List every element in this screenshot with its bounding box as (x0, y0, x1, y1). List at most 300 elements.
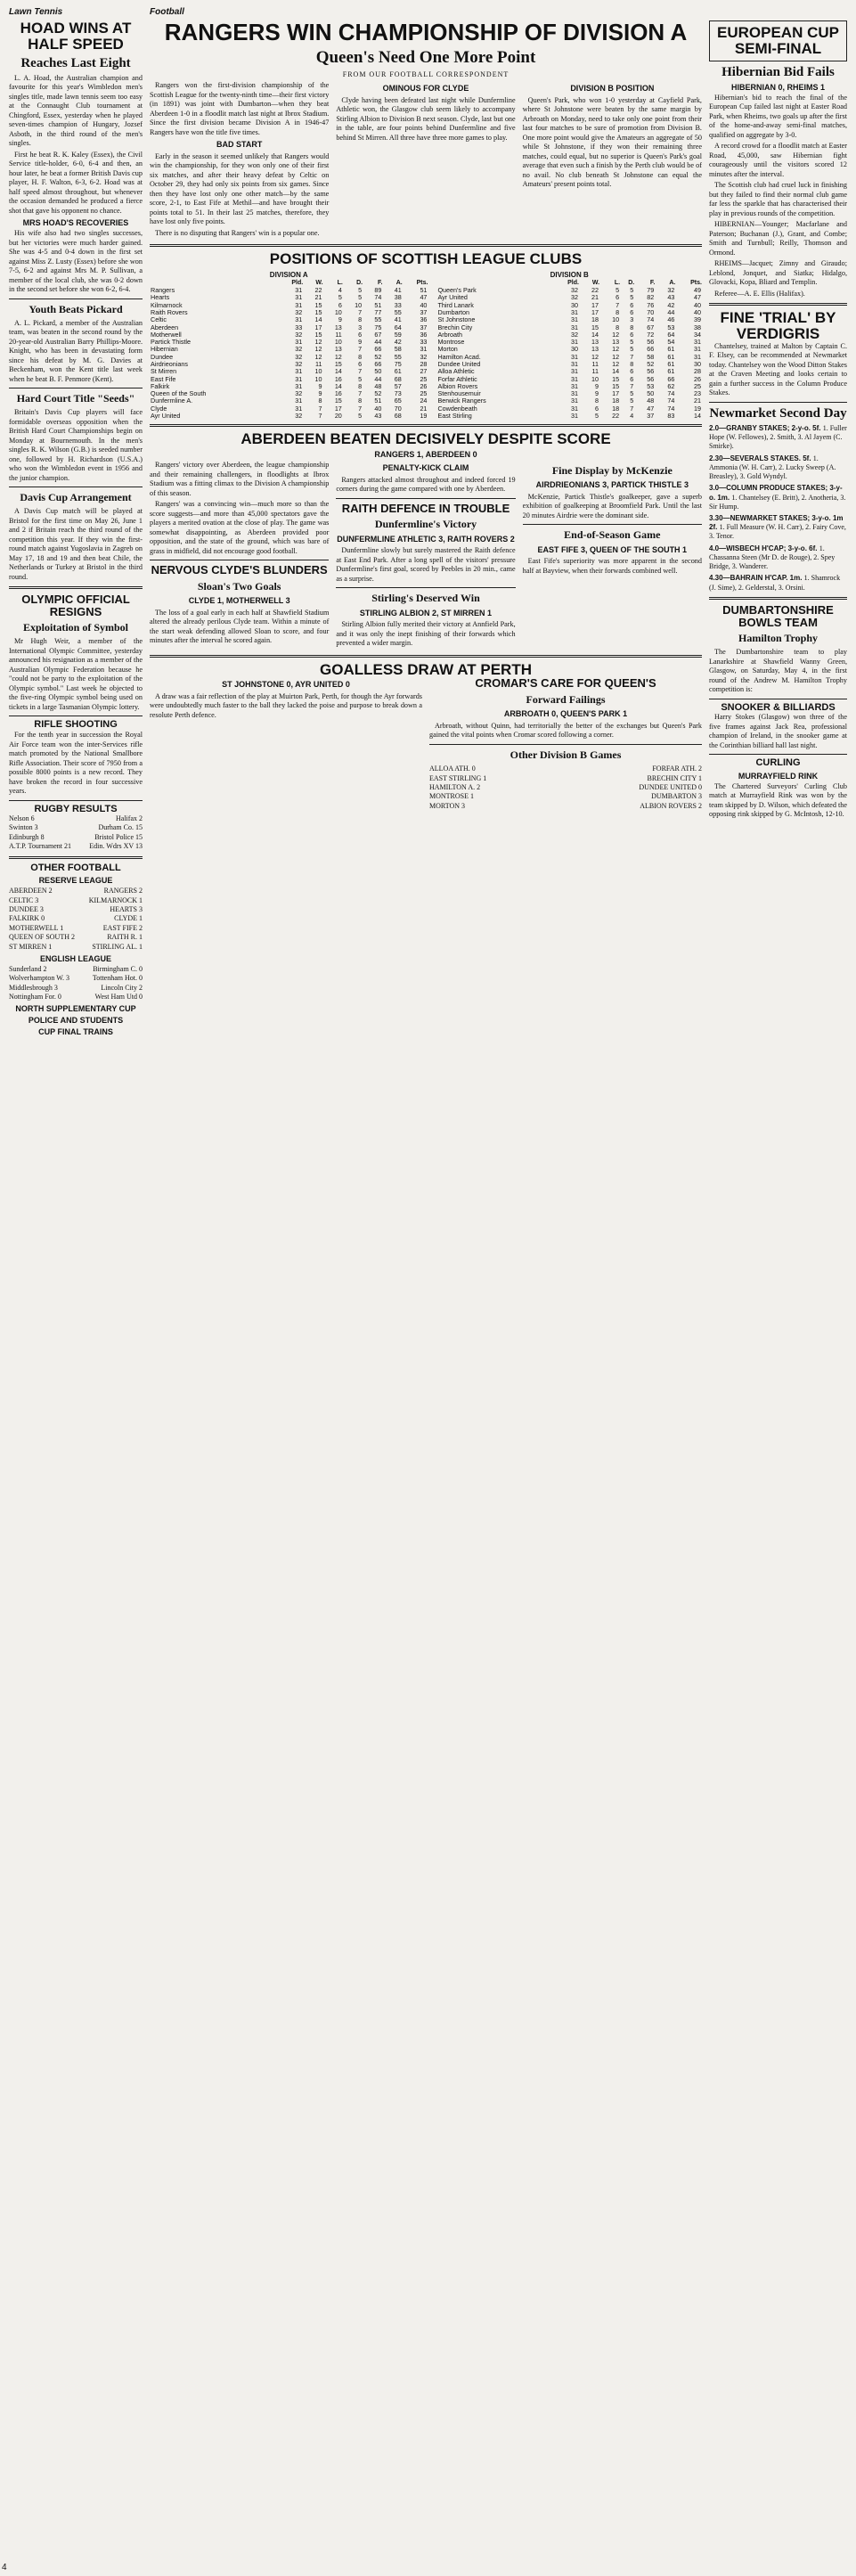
table-row (436, 309, 702, 316)
table-cell: 61 (667, 345, 675, 354)
table-cell: 61 (667, 352, 675, 361)
table-cell: Dunfermline A. (151, 397, 193, 405)
table-cell: Clyde (151, 404, 167, 413)
table-cell: 40 (693, 300, 701, 309)
home-team: Swinton 3 (9, 823, 38, 832)
table-cell: 53 (667, 323, 675, 331)
paragraph: Chantelsey, trained at Malton by Captain C. F. Elsey, can be recommended at Newmarket today. Chantelsey won the Wood Ditton Stakes at the Craven Meeting and looks certain to gain a further success in the Column Produce Stakes. (709, 341, 847, 397)
table-row (436, 294, 702, 301)
table-cell: Airdrieonians (151, 360, 188, 369)
column-header: Pld. (291, 280, 304, 287)
list-item (429, 792, 702, 801)
table-cell: Queen of the South (151, 389, 207, 398)
race-title: 3.30—NEWMARKET STAKES; 3-y-o. 1m 2f. (709, 513, 844, 532)
table-cell: 44 (374, 338, 382, 347)
table-cell: 44 (374, 374, 382, 383)
division-b-results (429, 765, 702, 811)
table-cell: 37 (420, 308, 428, 317)
table-cell: 74 (667, 389, 675, 398)
table-cell: Morton (437, 345, 458, 354)
table-cell: 31 (570, 360, 578, 369)
table-cell: 15 (334, 397, 342, 405)
table-cell: 11 (315, 360, 322, 369)
divider (9, 800, 143, 801)
column-header: Pts. (416, 280, 428, 287)
table-cell: 32 (570, 293, 578, 302)
table-cell: 65 (394, 397, 402, 405)
league-tables (150, 271, 702, 420)
curling-body (709, 782, 847, 820)
paragraph: The loss of a goal early in each half at Shawfield Stadium altered the already perilous Clyde team. Within a minute of the start weak defending allowed Sloan to score, and four minutes after the interval he scored again. (150, 608, 330, 645)
paragraph: Hibernian's bid to reach the final of the European Cup failed last night at Easter Road Park, when Rheims, two goals up after the first of the home-and-away semi-final matches, qualified on aggregate by 3-0. (709, 93, 847, 139)
table-row (436, 316, 702, 323)
table-cell: 10 (612, 315, 620, 324)
fine-trial-body (709, 342, 847, 398)
table-cell: 7 (630, 404, 634, 413)
paragraph: Rangers' victory over Aberdeen, the league championship and their remaining challengers, in floodlights at Ibrox Stadium was a fitting climax to the Division A championship of this season. (150, 461, 330, 497)
right-column (709, 7, 847, 822)
raith-score: DUNFERMLINE ATHLETIC 3, RAITH ROVERS 2 (337, 534, 515, 544)
table-cell: 55 (394, 308, 402, 317)
table-cell: Rangers (151, 286, 175, 295)
table-cell: 56 (647, 374, 655, 383)
table-cell: 13 (334, 345, 342, 354)
race-result: 1. Chassanna Steen (Mr D. de Rouge), 2. Spey Bridge, 3. Wanderer. (709, 544, 836, 571)
divider (336, 498, 515, 499)
away-team: Lincoln City 2 (101, 983, 143, 992)
table-cell: 15 (314, 308, 322, 317)
dumbarton-body (709, 648, 847, 695)
football-column (150, 7, 702, 811)
list-item (9, 974, 143, 983)
table-cell: 33 (295, 323, 303, 331)
table-cell: 12 (314, 352, 322, 361)
paragraph: HIBERNIAN—Younger; Macfarlane and Paterson; Buchanan (J.), Grant, and Combe; Smith and Turnbull; Reilly, Thomson and Ormond. (709, 220, 847, 257)
table-cell: 31 (570, 315, 578, 324)
table-cell: 40 (420, 300, 428, 309)
table-cell: 5 (630, 397, 634, 405)
table-cell: 75 (374, 323, 382, 331)
goalless-col1 (150, 677, 422, 811)
table-cell: Dundee (151, 352, 174, 361)
race-item (709, 574, 847, 592)
table-cell: 11 (591, 360, 599, 369)
table-cell: 31 (693, 345, 701, 354)
rangers-story (150, 81, 702, 240)
table-cell: 11 (591, 367, 599, 376)
table-cell: 22 (612, 411, 620, 420)
table-row (150, 376, 428, 383)
table-cell: 75 (394, 360, 402, 369)
table-cell: Albion Rovers (437, 381, 478, 390)
table-cell: 7 (358, 308, 363, 317)
davis-head: Davis Cup Arrangement (20, 491, 132, 504)
stirling-headline: Stirling's Deserved Win (371, 592, 480, 605)
table-cell: 32 (295, 308, 303, 317)
raith-sub: Dunfermline's Victory (374, 518, 477, 531)
table-cell: Dumbarton (437, 308, 469, 317)
rangers-col2 (336, 81, 515, 240)
table-cell: Montrose (437, 338, 465, 347)
divider (150, 244, 702, 247)
table-cell: 41 (394, 286, 402, 295)
list-item (9, 896, 143, 905)
list-item (9, 887, 143, 895)
table-cell: 39 (693, 315, 701, 324)
away-team: KILMARNOCK 1 (88, 895, 143, 904)
reserve-league-title: RESERVE LEAGUE (38, 876, 113, 886)
paragraph: A draw was a fair reflection of the play at Muirton Park, Perth, for though the Ayr forwards were undoubtedly much faster to the ball they lacked the poise and purpose to break down a resolute Perth defence. (150, 691, 422, 719)
fine-trial-headline: FINE 'TRIAL' BY VERDIGRIS (720, 309, 836, 343)
table-cell: Raith Rovers (151, 308, 188, 317)
table-row (436, 405, 702, 413)
table-cell: 32 (295, 389, 303, 398)
div-b-head: DIVISION B POSITION (570, 84, 655, 94)
tennis-column (9, 7, 143, 1038)
table-cell: 32 (295, 352, 303, 361)
paragraph: Arbroath, without Quinn, had territorially the better of the exchanges but Queen's Park gained the vital points when Cromar scored following a corner. (429, 721, 702, 740)
table-cell: 44 (667, 308, 675, 317)
table-cell: 12 (334, 352, 342, 361)
table-cell: 47 (693, 293, 701, 302)
table-cell: 83 (667, 411, 675, 420)
home-team: Nottingham For. 0 (9, 993, 61, 1002)
table-cell: St Johnstone (437, 315, 476, 324)
table-cell: 68 (394, 411, 402, 420)
paragraph: Stirling Albion fully merited their victory at Annfield Park, and it was only the inept finishing of their forwards which prevented a wider margin. (336, 620, 516, 648)
table-cell: Forfar Athletic (437, 374, 477, 383)
divider (150, 424, 702, 427)
table-cell: 15 (314, 330, 322, 339)
table-cell: 64 (667, 330, 675, 339)
table-cell: 79 (647, 286, 655, 295)
table-cell: 31 (295, 300, 303, 309)
snooker-headline: SNOOKER & BILLIARDS (721, 701, 836, 713)
table-cell: Falkirk (151, 381, 170, 390)
table-cell: 13 (591, 345, 599, 354)
table-cell: 58 (647, 352, 655, 361)
table-row (150, 413, 428, 420)
aberdeen-col1 (150, 461, 329, 650)
table-cell: Cowdenbeath (437, 404, 477, 413)
endseason-score: EAST FIFE 3, QUEEN OF THE SOUTH 1 (537, 544, 688, 554)
table-row (150, 354, 428, 361)
paragraph: The Scottish club had cruel luck in finishing but they failed to find their normal club game far less the sparkle that has characterised their play in previous rounds of the competition. (709, 181, 847, 217)
table-cell: 56 (647, 338, 655, 347)
paragraph: L. A. Hoad, the Australian champion and favourite for this year's Wimbledon men's singles title, made lawn tennis seem too easy at the Connaught Club tournament at Chingford, Essex, yesterday when he played seven-times champion of Hungary, Jozsef Asboth, in the third round of the men's singles. (9, 73, 143, 148)
table-cell: 48 (374, 381, 382, 390)
page-number: 4 (2, 2563, 7, 2572)
table-cell: 8 (358, 397, 363, 405)
table-cell: 31 (295, 381, 303, 390)
european-cup-box (709, 20, 847, 61)
list-item (9, 984, 143, 993)
table-cell: 42 (667, 300, 675, 309)
table-cell: 7 (358, 389, 363, 398)
table-cell: 21 (420, 404, 428, 413)
paragraph: McKenzie, Partick Thistle's goalkeeper, gave a superb exhibition of goalkeeping at Broomfield Park. Until the last 20 minutes Airdrie were the dominant side. (522, 492, 702, 519)
rugby-results (9, 814, 143, 852)
aberdeen-story (150, 461, 702, 650)
column-header: L. (614, 280, 621, 287)
rifle-body (9, 731, 143, 797)
home-team: ABERDEEN 2 (9, 887, 53, 895)
hoad-side-head: MRS HOAD'S RECOVERIES (22, 218, 129, 228)
table-cell: Dundee United (437, 360, 481, 369)
hoad-side-body (9, 229, 143, 295)
european-score: HIBERNIAN 0, RHEIMS 1 (730, 82, 826, 92)
table-row (436, 339, 702, 346)
paragraph: Queen's Park, who won 1-0 yesterday at Cayfield Park, where St Johnstone were beaten by the same margin by Arbroath on Monday, need to take only one point from their last four matches to be sure of promotion from Division B. One more point would give the Amateurs an aggregate of 50 while St Johnstone, if they won their remaining three matches, could equal, but no superior is Queen's Park's goal average that even such a finish by the Perth club would be of no avail. No club beneath St Johnstone can equal the Amateurs' present points total. (522, 95, 702, 189)
division-a-table (150, 280, 428, 420)
table-cell: 37 (420, 323, 428, 331)
race-result: 1. Shamrock (J. Sime), 2. Gelderstal, 3. Orsini. (709, 574, 841, 592)
table-cell: 23 (693, 389, 701, 398)
cromar-score: ARBROATH 0, QUEEN'S PARK 1 (503, 709, 628, 719)
table-cell: 32 (420, 352, 428, 361)
table-cell: 38 (394, 293, 402, 302)
divider (709, 303, 847, 306)
list-item (429, 774, 702, 783)
rangers-col3 (523, 81, 702, 240)
home-team: Middlesbrough 3 (9, 983, 58, 992)
table-cell: St Mirren (151, 367, 177, 376)
exploit-head: Exploitation of Symbol (22, 621, 129, 634)
table-cell: 36 (420, 315, 428, 324)
table-cell: 33 (420, 338, 428, 347)
list-item (9, 905, 143, 914)
away-team: Birmingham C. 0 (93, 964, 143, 973)
table-cell: 57 (394, 381, 402, 390)
table-cell: 41 (394, 315, 402, 324)
european-headline: EUROPEAN CUP SEMI-FINAL (717, 24, 839, 57)
table-cell: 5 (338, 293, 342, 302)
table-cell: 66 (667, 374, 675, 383)
away-team: Halifax 2 (116, 814, 143, 823)
column-header: Pts. (690, 280, 702, 287)
table-cell: 10 (314, 374, 322, 383)
table-row (150, 331, 428, 339)
table-cell: 24 (420, 397, 428, 405)
race-result: 1. Fuller Hope (W. Fellowes), 2. Smith, 3. Al Jayem (C. Smirke). (709, 423, 847, 451)
table-cell: 14 (334, 367, 342, 376)
table-cell: 17 (591, 308, 599, 317)
table-cell: 27 (420, 367, 428, 376)
list-item (9, 823, 143, 832)
divider (9, 856, 143, 859)
table-cell: 67 (374, 330, 382, 339)
table-cell: 31 (570, 367, 578, 376)
table-cell: 31 (295, 338, 303, 347)
table-cell: 6 (630, 308, 634, 317)
table-cell: 11 (335, 330, 342, 339)
table-cell: 15 (612, 381, 620, 390)
table-cell: Ayr United (151, 411, 181, 420)
paragraph: His wife also had two singles successes, but her victories were much harder gained. She was 4-5 and 0-4 down in the first set against Miss Z. Lusty (Essex) before she won 7-5, 6-2 and against Mrs M. P. Sullivan, a member of the local club, she was 0-2 down in the second set before she won 6-2, 6-4. (9, 229, 143, 294)
home-team: ALLOA ATH. 0 (429, 765, 476, 773)
table-cell: 7 (358, 404, 363, 413)
table-cell: 8 (318, 397, 322, 405)
race-results (709, 424, 847, 593)
north-cup-title: NORTH SUPPLEMENTARY CUP (15, 1004, 136, 1014)
table-cell: 38 (693, 323, 701, 331)
table-cell: 73 (394, 389, 402, 398)
away-team: FORFAR ATH. 2 (652, 765, 702, 773)
table-cell: 31 (693, 338, 701, 347)
table-cell: 31 (295, 397, 303, 405)
aberdeen-col3 (523, 461, 702, 650)
column-header: F. (377, 280, 383, 287)
divider (9, 298, 143, 299)
table-cell: 74 (374, 293, 382, 302)
table-cell: 18 (591, 315, 599, 324)
paragraph: A Davis Cup match will be played at Bristol for the first time on May 26, June 1 and 2 if Britain reach the third round of the competition this year. If they win the first-round match against Yugoslavia in Zagreb on May 17, 18 and 19 and then beat Chile, the Netherlands or Turkey at Bristol in the third round. (9, 507, 143, 581)
table-cell: 13 (612, 338, 620, 347)
table-cell: 5 (630, 345, 634, 354)
table-cell: 10 (591, 374, 599, 383)
table-cell: 3 (358, 323, 363, 331)
table-cell: 33 (394, 300, 402, 309)
table-cell: 13 (334, 323, 342, 331)
table-cell: 64 (394, 323, 402, 331)
table-cell: 74 (667, 397, 675, 405)
division-a-table-wrap (150, 271, 428, 420)
race-item (709, 514, 847, 542)
table-cell: 82 (647, 293, 655, 302)
table-cell: 8 (630, 360, 634, 369)
table-cell: 43 (667, 293, 675, 302)
table-cell: 7 (630, 352, 634, 361)
dumbarton-headline: DUMBARTONSHIRE BOWLS TEAM (722, 602, 834, 629)
bad-start-head: BAD START (216, 140, 263, 150)
nervous-sub: Sloan's Two Goals (197, 579, 281, 593)
european-body (709, 94, 847, 299)
table-cell: 4 (630, 411, 634, 420)
table-cell: 51 (374, 397, 382, 405)
davis-body (9, 507, 143, 582)
list-item (9, 943, 143, 952)
penalty-head: PENALTY-KICK CLAIM (382, 463, 469, 473)
snooker-body (709, 713, 847, 750)
table-row (436, 413, 702, 420)
youth-head: Youth Beats Pickard (29, 302, 123, 315)
table-cell: 76 (647, 300, 655, 309)
table-cell: 14 (314, 315, 322, 324)
table-cell: 52 (374, 352, 382, 361)
table-row (150, 368, 428, 375)
divider (709, 402, 847, 403)
table-cell: 55 (374, 315, 382, 324)
raith-headline: RAITH DEFENCE IN TROUBLE (341, 501, 510, 515)
table-cell: 10 (334, 338, 342, 347)
table-cell: 8 (630, 323, 634, 331)
dumbarton-sub: Hamilton Trophy (738, 632, 819, 645)
away-team: CLYDE 1 (114, 914, 143, 923)
table-cell: Queen's Park (437, 286, 477, 295)
away-team: West Ham Utd 0 (94, 993, 143, 1002)
aberdeen-headline: ABERDEEN BEATEN DECISIVELY DESPITE SCORE (240, 430, 611, 448)
table-cell: 25 (420, 374, 428, 383)
paragraph: RHEIMS—Jacquet; Zimny and Giraudo; Leblond, Jonquet, and Siatka; Hidalgo, Glovacki, Kopa, Bliard and Templin. (709, 259, 847, 287)
table-cell: 10 (334, 308, 342, 317)
seeds-head: Hard Court Title "Seeds" (16, 392, 135, 405)
table-cell: 31 (693, 352, 701, 361)
table-cell: 6 (358, 360, 363, 369)
away-team: HEARTS 3 (110, 904, 143, 913)
table-cell: 5 (595, 411, 599, 420)
table-cell: 66 (647, 345, 655, 354)
column-header: A. (669, 280, 676, 287)
table-cell: 14 (591, 330, 599, 339)
table-cell: 42 (394, 338, 402, 347)
table-row (150, 309, 428, 316)
table-cell: 5 (630, 293, 634, 302)
table-cell: 8 (358, 381, 363, 390)
table-row (150, 287, 428, 294)
table-cell: 53 (647, 381, 655, 390)
table-row (436, 287, 702, 294)
table-cell: 9 (358, 338, 363, 347)
paragraph: Britain's Davis Cup players will face formidable overseas opposition when the British Hard Court Championships begin on Monday at Bournemouth. In the men's singles R. K. Wilson (G.B.) is seeded number one, followed by H. Richardson (U.S.A.) who won the Wimbledon event in 1956 and the junior champion. (9, 408, 143, 482)
list-item (9, 914, 143, 923)
divider (9, 586, 143, 589)
column-header: F. (649, 280, 656, 287)
table-cell: 15 (314, 300, 322, 309)
paragraph: The Dumbartonshire team to play Lanarkshire at Shawfield Wanny Green, Glasgow, on Saturday, May 4, in the first round of the Andrew M. Hamilton Trophy competition is: (709, 648, 847, 694)
list-item (429, 802, 702, 811)
table-cell: 22 (591, 286, 599, 295)
table-cell: 20 (334, 411, 342, 420)
table-cell: 22 (314, 286, 322, 295)
table-cell: 9 (318, 381, 322, 390)
english-results (9, 965, 143, 1002)
home-team: MORTON 3 (429, 801, 466, 810)
table-cell: 12 (314, 338, 322, 347)
table-cell: 6 (358, 330, 363, 339)
home-team: HAMILTON A. 2 (429, 783, 481, 792)
away-team: Bristol Police 15 (94, 832, 143, 841)
home-team: Wolverhampton W. 3 (9, 974, 70, 983)
paragraph: East Fife's superiority was more apparent in the second half at Bayview, when their forwards combined well. (522, 557, 702, 575)
table-cell: 32 (570, 286, 578, 295)
race-title: 2.0—GRANBY STAKES; 2-y-o. 5f. (709, 423, 823, 432)
table-cell: Partick Thistle (151, 338, 192, 347)
hoad-subhead: Reaches Last Eight (20, 55, 131, 70)
table-cell: 89 (374, 286, 382, 295)
table-cell: Celtic (151, 315, 167, 324)
goalless-story (150, 677, 702, 811)
table-cell: 6 (630, 300, 634, 309)
list-item (9, 933, 143, 942)
table-cell: 52 (647, 360, 655, 369)
paragraph: A record crowd for a floodlit match at Easter Road, 45,000, saw Hibernian fight courageously until the visitors scored 12 minutes after the interval. (709, 142, 847, 178)
table-cell: 21 (314, 293, 322, 302)
paragraph: Rangers won the first-division championship of the Scottish League for the twenty-ninth time—their first victory (in 1891) was joint with Dumbarton—when they beat Aberdeen 1-0 in a floodlit match last night at Ibrox Stadium. Since the first division became Division A in 1946-47 Rangers have won the title five times. (150, 81, 330, 136)
division-b-table-wrap (436, 271, 702, 420)
table-cell: 31 (570, 338, 578, 347)
race-title: 4.30—BAHRAIN H'CAP. 1m. (709, 574, 804, 583)
table-cell: Alloa Athletic (437, 367, 475, 376)
paragraph: There is no disputing that Rangers' win is a popular one. (155, 228, 320, 237)
list-item (9, 993, 143, 1002)
race-result: 1. Full Measure (W. H. Carr), 2. Fairy Cove, 3. Tenor. (709, 523, 846, 541)
aberdeen-score: RANGERS 1, ABERDEEN 0 (374, 450, 477, 460)
table-row (436, 324, 702, 331)
table-cell: 16 (334, 389, 342, 398)
table-cell: 70 (394, 404, 402, 413)
table-cell: 66 (374, 345, 382, 354)
table-cell: 5 (358, 286, 363, 295)
